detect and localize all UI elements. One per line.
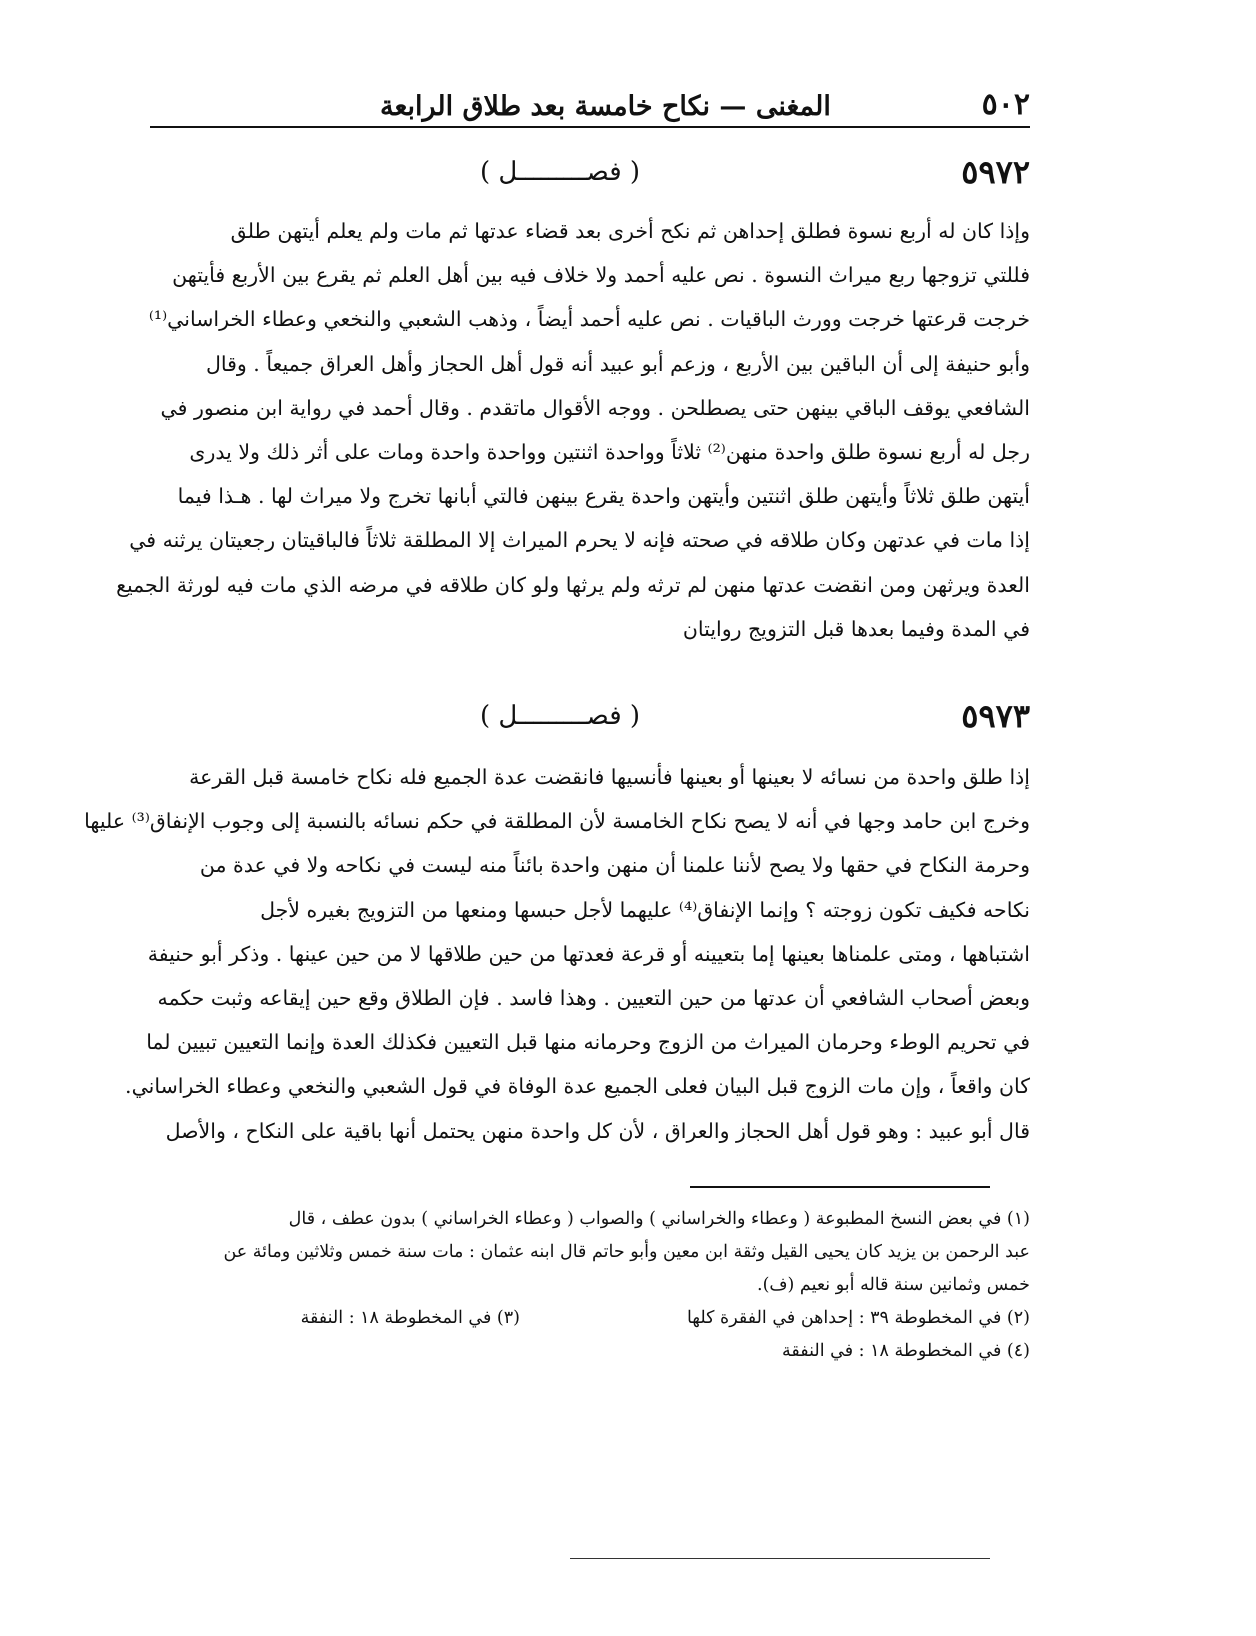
bottom-rule xyxy=(570,1558,990,1559)
section-label: ( فصـــــــــل ) xyxy=(480,701,641,731)
book-page xyxy=(84,0,1030,1636)
page-number: ٥٠٢ xyxy=(981,87,1030,122)
footnote-1-line: خمس وثمانين سنة قاله أبو نعيم (ف). xyxy=(757,1275,1030,1295)
running-header xyxy=(150,78,1030,122)
header-rule xyxy=(150,126,1030,128)
text-line: اشتباهها ، ومتى علمناها بعينها إما بتعيينه أو قرعة فعدتها من حين طلاقها لا من حين عينها . وذكر أبو حنيفة xyxy=(147,941,1030,966)
text-line: كان واقعاً ، وإن مات الزوج قبل البيان فعلى الجميع عدة الوفاة في قول الشعبي والنخعي وعطاء الخراساني. xyxy=(125,1074,1030,1099)
text-line: أيتهن طلق ثلاثاً وأيتهن طلق اثنتين وأيتهن واحدة يقرع بينهن فالتي أبانها تخرج ولا ميراث لها . هـذا فيما xyxy=(177,484,1030,509)
text-line: رجل له أربع نسوة طلق واحدة منهن⁽²⁾ ثلاثاً وواحدة اثنتين وواحدة واحدة ومات على أثر ذلك ولا يدرى xyxy=(189,440,1030,465)
section-5973-text xyxy=(84,755,1030,1153)
text-line: وبعض أصحاب الشافعي أن عدتها من حين التعيين . وهذا فاسد . فإن الطلاق وقع حين إيقاعه وثبت حكمه xyxy=(157,986,1030,1011)
text-line: وإذا كان له أربع نسوة فطلق إحداهن ثم نكح أخرى بعد قضاء عدتها ثم مات ولم يعلم أيتهن طلق xyxy=(230,219,1030,243)
section-title-5972 xyxy=(150,148,1030,196)
footnote-2: (٢) في المخطوطة ٣٩ : إحداهن في الفقرة كلها xyxy=(686,1308,1030,1328)
footnotes xyxy=(150,1203,1030,1368)
text-line: خرجت قرعتها خرجت وورث الباقيات . نص عليه أحمد أيضاً ، وذهب الشعبي والنخعي وعطاء الخراساني⁽¹⁾ xyxy=(148,307,1030,332)
text-line: وحرمة النكاح في حقها ولا يصح لأننا علمنا أن منهن واحدة بائناً منه ليست في نكاحه ولا في عدة من xyxy=(199,853,1030,878)
section-number: ٥٩٧٢ xyxy=(961,153,1030,191)
section-title-5973 xyxy=(150,692,1030,740)
running-title: المغنى — نكاح خامسة بعد طلاق الرابعة xyxy=(380,91,831,122)
text-line: الشافعي يوقف الباقي بينهن حتى يصطلحن . ووجه الأقوال ماتقدم . وقال أحمد في رواية ابن منصور في xyxy=(160,395,1030,420)
text-line: قال أبو عبيد : وهو قول أهل الحجاز والعراق ، لأن كل واحدة منهن يحتمل أنها باقية على النكاح ، والأصل xyxy=(165,1118,1030,1143)
text-line: العدة ويرثهن ومن انقضت عدتها منهن لم ترثه ولم يرثها ولو كان طلاقه في مرضه الذي مات فيه لورثة الجميع xyxy=(116,572,1030,597)
text-line: إذا طلق واحدة من نسائه لا بعينها أو بعينها فأنسيها فانقضت عدة الجميع فله نكاح خامسة قبل القرعة xyxy=(189,765,1030,789)
section-5972-text xyxy=(116,209,1030,651)
footnote-4: (٤) في المخطوطة ١٨ : في النفقة xyxy=(782,1341,1030,1361)
footnote-1-line: عبد الرحمن بن يزيد كان يحيى القيل وثقة ابن معين وأبو حاتم قال ابنه عثمان : مات سنة خمس وثلاثين ومائة عن xyxy=(223,1242,1030,1262)
footnote-3: (٣) في المخطوطة ١٨ : النفقة xyxy=(300,1308,520,1328)
text-line: فللتي تزوجها ربع ميراث النسوة . نص عليه أحمد ولا خلاف فيه بين أهل العلم ثم يقرع بين الأربع فأيتهن xyxy=(172,263,1030,288)
text-line: نكاحه فكيف تكون زوجته ؟ وإنما الإنفاق⁽⁴⁾ عليهما لأجل حبسها ومنعها من التزويج بغيره لأجل xyxy=(260,897,1030,922)
text-line: في تحريم الوطء وحرمان الميراث من الزوج وحرمانه منها قبل التعيين فكذلك العدة وإنما التعيين تبيين لما xyxy=(146,1030,1030,1055)
section-number: ٥٩٧٣ xyxy=(961,697,1030,735)
footnote-1-line: (١) في بعض النسخ المطبوعة ( وعطاء والخراساني ) والصواب ( وعطاء الخراساني ) بدون عطف ، قال xyxy=(288,1209,1030,1229)
footnote-row xyxy=(150,1302,1030,1335)
footnote-rule xyxy=(690,1186,990,1188)
section-label: ( فصـــــــــل ) xyxy=(480,157,641,187)
text-line: وخرج ابن حامد وجها في أنه لا يصح نكاح الخامسة لأن المطلقة في حكم نسائه بالنسبة إلى وجوب الإنفاق⁽³⁾ عليها xyxy=(84,809,1030,834)
text-line: في المدة وفيما بعدها قبل التزويج روايتان xyxy=(682,616,1030,641)
text-line: وأبو حنيفة إلى أن الباقين بين الأربع ، وزعم أبو عبيد أنه قول أهل الحجاز وأهل العراق جميعاً . وقال xyxy=(205,351,1030,376)
text-line: إذا مات في عدتهن وكان طلاقه في صحته فإنه لا يحرم الميراث إلا المطلقة ثلاثاً فالباقيتان رجعيتان يرثنه في xyxy=(129,528,1030,553)
